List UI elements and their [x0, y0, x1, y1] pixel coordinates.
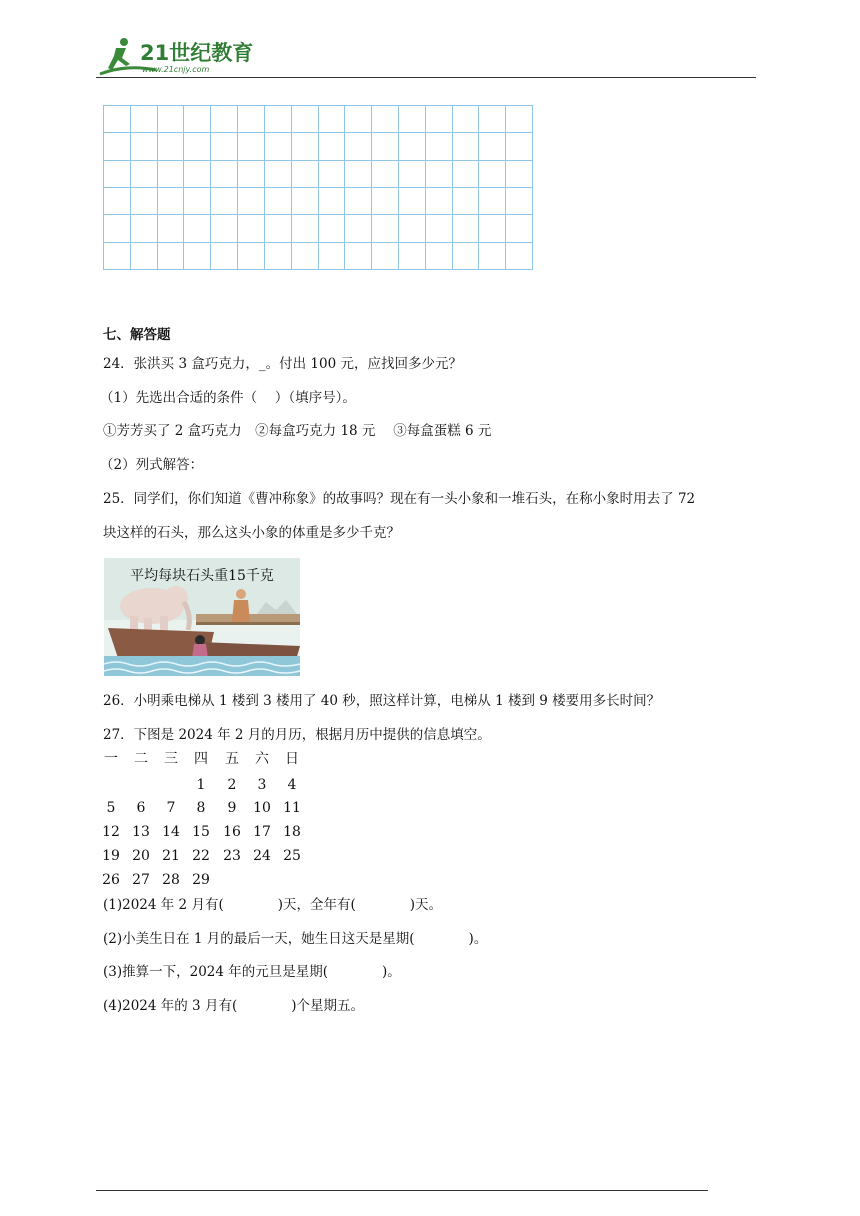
calendar-day: 16 [223, 824, 241, 840]
calendar-day: 12 [102, 824, 120, 840]
calendar-day: 10 [253, 800, 271, 816]
calendar-day: 18 [283, 824, 301, 840]
calendar-day: 24 [253, 848, 271, 864]
q25-line2: 块这样的石头，那么这头小象的体重是多少千克？ [103, 525, 400, 541]
calendar-weekday: 二 [134, 751, 148, 767]
calendar-day: 21 [162, 848, 180, 864]
calendar-day: 2 [227, 777, 237, 793]
calendar-weekday: 六 [255, 751, 269, 767]
calendar-day: 29 [192, 872, 210, 888]
calendar-day: 14 [162, 824, 180, 840]
q27-sub4: (4)2024 年的 3 月有( )个星期五。 [103, 998, 364, 1014]
q27-stem: 27．下图是 2024 年 2 月的月历，根据月历中提供的信息填空。 [103, 727, 491, 743]
calendar-day: 25 [283, 848, 301, 864]
calendar-day: 6 [136, 800, 146, 816]
logo-main-text: 21世纪教育 [140, 41, 254, 65]
q26-stem: 26．小明乘电梯从 1 楼到 3 楼用了 40 秒，照这样计算，电梯从 1 楼到 9 楼要用多长时间？ [103, 693, 661, 709]
calendar-day: 3 [257, 777, 267, 793]
calendar-weekday: 五 [225, 751, 239, 767]
calendar-day: 13 [132, 824, 150, 840]
calendar-day: 4 [287, 777, 297, 793]
q24-options: ①芳芳买了 2 盒巧克力 ②每盒巧克力 18 元 ③每盒蛋糕 6 元 [103, 423, 492, 439]
water-icon [104, 656, 300, 676]
header-rule [96, 77, 756, 78]
calendar-day: 17 [253, 824, 271, 840]
calendar-weekday: 四 [194, 751, 208, 767]
calendar-day: 11 [283, 800, 301, 816]
elephant-weighing-illustration [104, 558, 300, 676]
footer-rule [96, 1190, 708, 1191]
q27-sub3: (3)推算一下，2024 年的元旦是星期( )。 [103, 964, 401, 980]
writing-grid [103, 105, 533, 270]
illustration-caption: 平均每块石头重15千克 [130, 568, 274, 584]
q25-line1: 25．同学们，你们知道《曹冲称象》的故事吗？现在有一头小象和一堆石头，在称小象时用去了 72 [103, 491, 696, 507]
site-logo [96, 34, 266, 78]
calendar-day: 5 [106, 800, 116, 816]
q24-stem: 24．张洪买 3 盒巧克力，_。付出 100 元，应找回多少元？ [103, 356, 462, 372]
calendar-day: 20 [132, 848, 150, 864]
q27-sub2: (2)小美生日在 1 月的最后一天，她生日这天是星期( )。 [103, 931, 488, 947]
q24-part1: （1）先选出合适的条件（ ）（填序号）。 [100, 390, 356, 406]
calendar-day: 7 [166, 800, 176, 816]
calendar-weekday: 一 [104, 751, 118, 767]
q24-part2: （2）列式解答： [100, 457, 204, 473]
q27-sub1: (1)2024 年 2 月有( )天，全年有( )天。 [103, 897, 443, 913]
calendar-day: 26 [102, 872, 120, 888]
calendar-day: 19 [102, 848, 120, 864]
logo-url-text: www.21cnjy.com [142, 65, 210, 74]
calendar-day: 22 [192, 848, 210, 864]
calendar-day: 9 [227, 800, 237, 816]
calendar-day: 8 [196, 800, 206, 816]
calendar-weekday: 日 [285, 751, 299, 767]
calendar-day: 27 [132, 872, 150, 888]
calendar-day: 28 [162, 872, 180, 888]
calendar-day: 23 [223, 848, 241, 864]
calendar-day: 1 [196, 777, 206, 793]
calendar-weekday: 三 [164, 751, 178, 767]
calendar-day: 15 [192, 824, 210, 840]
section-title: 七、解答题 [103, 327, 171, 343]
